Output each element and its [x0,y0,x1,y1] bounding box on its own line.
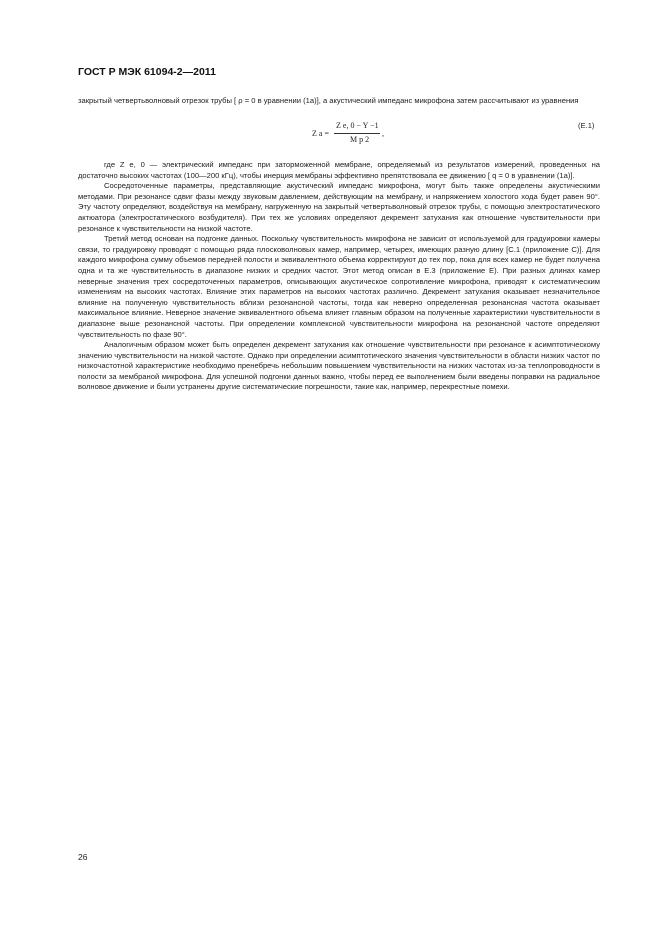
equation-comma: , [382,129,384,138]
intro-text: закрытый четвертьволновый отрезок трубы [ ρ = 0 в уравнении (1а)], а акустический импеданс микрофона затем рассчитывают из уравнения [78,96,579,105]
equation-e1 [312,119,412,155]
equation-number: (Е.1) [578,121,595,130]
paragraph-third-method: Третий метод основан на подгонке данных. Поскольку чувствительность микрофона не зависит от используемой для градуировки камеры связи, то градуировку проводят с помощью ряда плосковолновых камер, например, четырех, имеющих разную длину [С.1 (приложение С)]. Для каждого микрофона сумму объемов передней полости и эквивалентного объема корректируют до тех пор, пока для всех камер не будет получена одна и та же чувствительность в диапазоне низких и средних частот. Этот метод описан в Е.3 (приложение Е). При разных длинах камер неверные значения трех сосредоточенных параметров, описывающих акустическое сопротивление микрофона, приводят к систематическим изменениям на высоких частотах. Влияние этих параметров на высоких частотах различно. Декремент затухания оказывает незначительное влияние на полученную чувствительность вблизи резонансной частоты, тогда как неверно определенная резонансная частота оказывает максимальное влияние. Неверное значение эквивалентного объема влияет главным образом на полученные характеристики чувствительности в диапазоне выше резонансной частоты. При определении комплексной чувствительности микрофона на резонансной частоте определяют чувствительность по фазе 90°. [78,234,600,339]
page-number: 26 [78,852,88,862]
body-text [78,160,600,393]
paragraph-damping-decrement: Аналогичным образом может быть определен декремент затухания как отношение чувствительности при резонансе к асимптотическому значению чувствительности на низкой частоте. Однако при определении асимптотического значения чувствительности в области низких частот по низкочастотной характеристике необходимо пренебречь небольшим повышением чувствительности на низких частотах из-за теплопроводности в полости за мембраной микрофона. Для успешной подгонки данных важно, чтобы перед ее выполнением были введены поправки на радиальное волновое движение и были устранены другие систематические погрешности, такие как, например, перекрестные помехи. [78,340,600,392]
equation-denominator: M p 2 [350,135,370,144]
paragraph-where: где Z e, 0 — электрический импеданс при заторможенной мембране, определяемый из результатов измерений, проведенных на достаточно высоких частотах (100—200 кГц), чтобы инерция мембраны эффективно препятствовала ее движению [ q = 0 в уравнении (1а)]. [78,160,600,180]
paragraph-lumped-parameters: Сосредоточенные параметры, представляющие акустический импеданс микрофона, могут быть также определены акустическими методами. При резонансе сдвиг фазы между звуковым давлением, действующим на мембрану, и напряжением холостого хода будет равен 90°. Эту частоту определяют, воздействуя на мембрану, нагруженную на закрытый четвертьволновый отрезок трубы, с помощью электростатического актюатора (электростатического возбудителя). При тех же условиях определяют декремент затухания как отношение чувствительности при резонансе к чувствительности на низкой частоте. [78,181,600,233]
fraction-bar [334,133,380,134]
intro-paragraph [78,96,600,107]
equation-lhs: Z a = [312,129,329,138]
page-header-title: ГОСТ Р МЭК 61094-2—2011 [78,66,216,78]
equation-numerator: Z e, 0 − Y −1 [336,121,379,130]
